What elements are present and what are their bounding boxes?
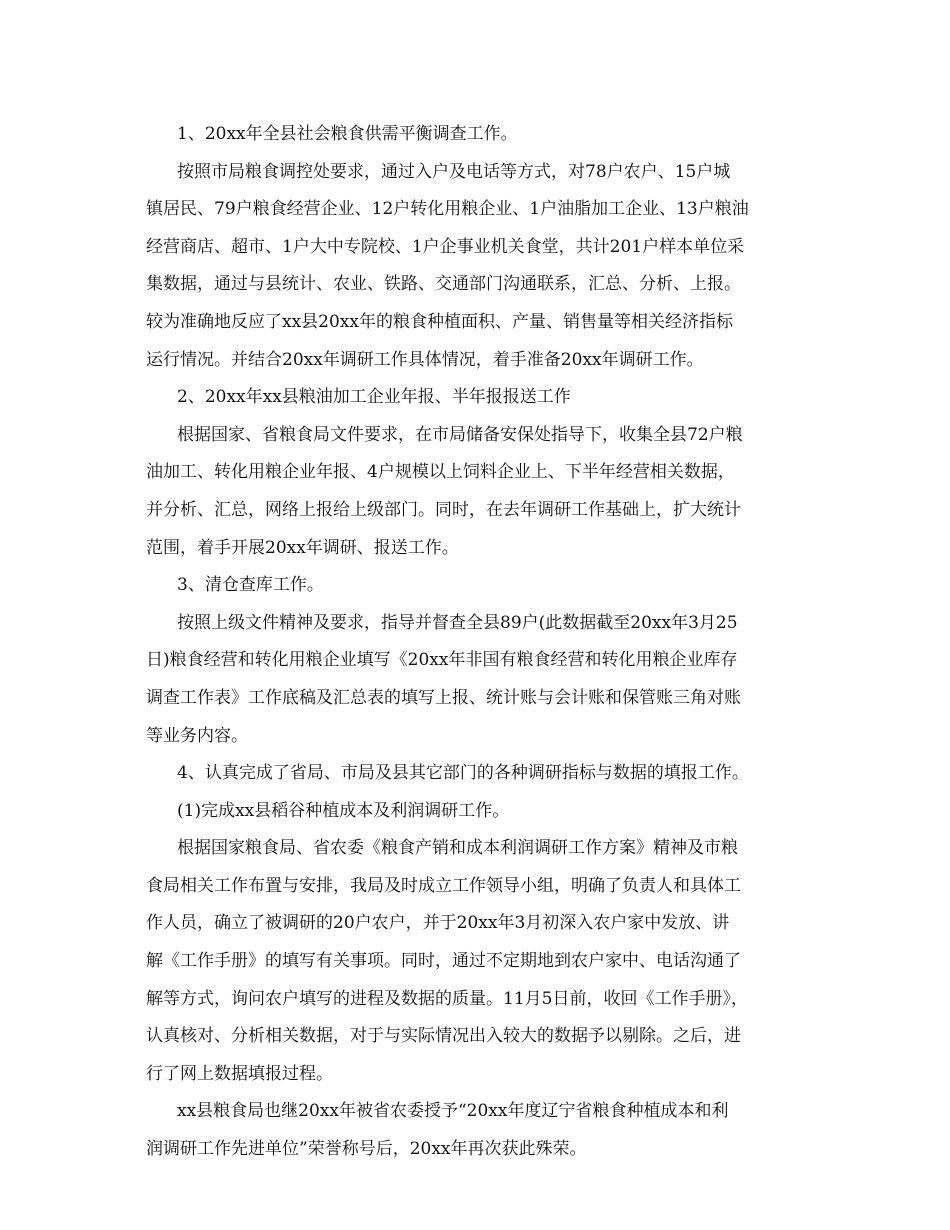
text-line: xx县粮食局也继20xx年被省农委授予“20xx年度辽宁省粮食种植成本和利: [177, 1101, 729, 1122]
text-line: 作人员，确立了被调研的20户农户，并于20xx年3月初深入农户家中发放、讲: [146, 913, 730, 934]
text-line: 油加工、转化用粮企业年报、4户规模以上饲料企业上、下半年经营相关数据，: [146, 462, 735, 483]
text-line: 按照上级文件精神及要求，指导并督查全县89户(此数据截至20xx年3月25: [177, 612, 738, 633]
text-line: 镇居民、79户粮食经营企业、12户转化用粮企业、1户油脂加工企业、13户粮油: [146, 199, 749, 220]
text-line: 3、清仓查库工作。: [177, 575, 324, 596]
document-body: [146, 116, 808, 1169]
text-line: 食局相关工作布置与安排，我局及时成立工作领导小组，明确了负责人和具体工: [146, 875, 741, 896]
text-line: 集数据，通过与县统计、农业、铁路、交通部门沟通联系，汇总、分析、上报。: [146, 274, 741, 295]
text-line: 较为准确地反应了xx县20xx年的粮食种植面积、产量、销售量等相关经济指标: [146, 311, 733, 332]
text-line: 根据国家粮食局、省农委《粮食产销和成本利润调研工作方案》精神及市粮: [177, 838, 738, 859]
text-line: 1、20xx年全县社会粮食供需平衡调查工作。: [177, 124, 518, 144]
text-line: 根据国家、省粮食局文件要求，在市局储备安保处指导下，收集全县72户粮: [177, 424, 743, 445]
text-line: 2、20xx年xx县粮油加工企业年报、半年报报送工作: [177, 387, 571, 408]
text-line: 日)粮食经营和转化用粮企业填写《20xx年非国有粮食经营和转化用粮企业库存: [146, 650, 738, 671]
text-line: 范围，着手开展20xx年调研、报送工作。: [146, 537, 459, 558]
text-line: 调查工作表》工作底稿及汇总表的填写上报、统计账与会计账和保管账三角对账: [146, 687, 741, 708]
text-line: 解等方式，询问农户填写的进程及数据的质量。11月5日前，收回《工作手册》，: [146, 988, 748, 1009]
text-line: 经营商店、超市、1户大中专院校、1户企事业机关食堂，共计201户样本单位采: [146, 236, 745, 257]
text-line: 等业务内容。: [146, 725, 248, 746]
text-line: 行了网上数据填报过程。: [146, 1063, 333, 1084]
text-line: (1)完成xx县稻谷种植成本及利润调研工作。: [177, 800, 510, 821]
text-line: 4、认真完成了省局、市局及县其它部门的各种调研指标与数据的填报工作。: [177, 763, 749, 784]
text-line: 运行情况。并结合20xx年调研工作具体情况，着手准备20xx年调研工作。: [146, 349, 704, 370]
text-line: 解《工作手册》的填写有关事项。同时，通过不定期地到农户家中、电话沟通了: [146, 951, 741, 972]
text-line: 认真核对、分析相关数据，对于与实际情况出入较大的数据予以剔除。之后，进: [146, 1026, 741, 1047]
text-line: 按照市局粮食调控处要求，通过入户及电话等方式，对78户农户、15户城: [177, 161, 731, 182]
text-line: 并分析、汇总，网络上报给上级部门。同时，在去年调研工作基础上，扩大统计: [146, 499, 741, 520]
text-line: 润调研工作先进单位”荣誉称号后，20xx年再次获此殊荣。: [146, 1139, 587, 1160]
